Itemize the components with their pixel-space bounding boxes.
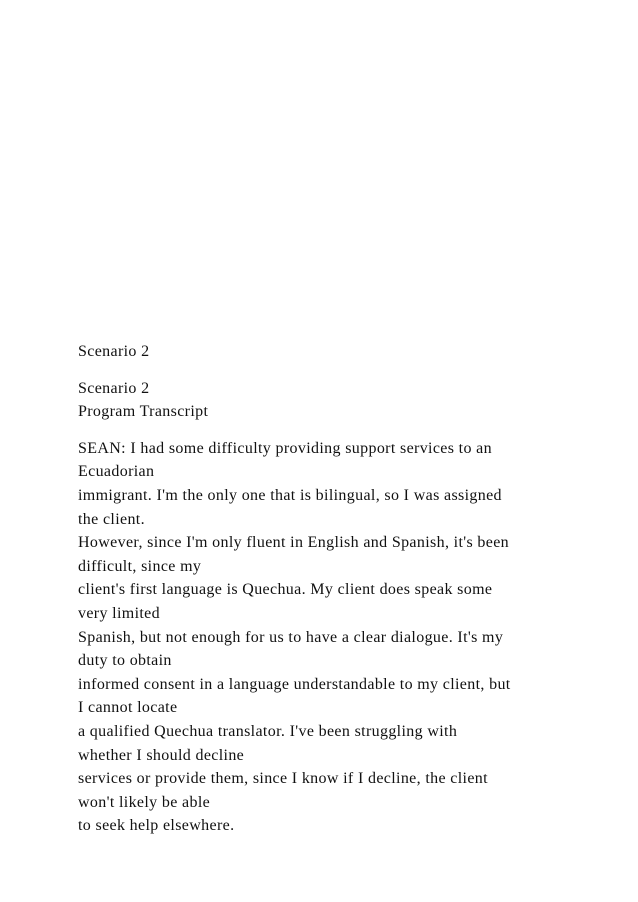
paragraph-line: to seek help elsewhere. (78, 817, 235, 835)
spacer (78, 424, 618, 437)
paragraph-line: SEAN: I had some difficulty providing support services to an (78, 439, 492, 457)
paragraph-line: Spanish, but not enough for us to have a clear dialogue. It's my (78, 628, 504, 646)
paragraph-line: very limited (78, 604, 160, 622)
paragraph-line: informed consent in a language understandable to my client, but (78, 675, 511, 693)
paragraph-line: duty to obtain (78, 652, 172, 670)
paragraph-line: However, since I'm only fluent in English and Spanish, it's been (78, 534, 510, 552)
paragraph-line: I cannot locate (78, 699, 178, 717)
paragraph-line: won't likely be able (78, 793, 211, 811)
paragraph-line: a qualified Quechua translator. I've been struggling with (78, 722, 458, 740)
paragraph-line: whether I should decline (78, 746, 245, 764)
paragraph-line: difficult, since my (78, 557, 202, 575)
document-subtitle: Scenario 2 (78, 379, 150, 397)
paragraph-line: Ecuadorian (78, 463, 155, 481)
document-text (78, 340, 618, 838)
spacer (78, 364, 618, 377)
paragraph-line: client's first language is Quechua. My client does speak some (78, 581, 493, 599)
paragraph-line: services or provide them, since I know if I decline, the client (78, 770, 488, 788)
paragraph-line: the client. (78, 510, 145, 528)
document-subheading: Program Transcript (78, 403, 209, 421)
paragraph-line: immigrant. I'm the only one that is bilingual, so I was assigned (78, 486, 502, 504)
document-title: Scenario 2 (78, 343, 150, 360)
